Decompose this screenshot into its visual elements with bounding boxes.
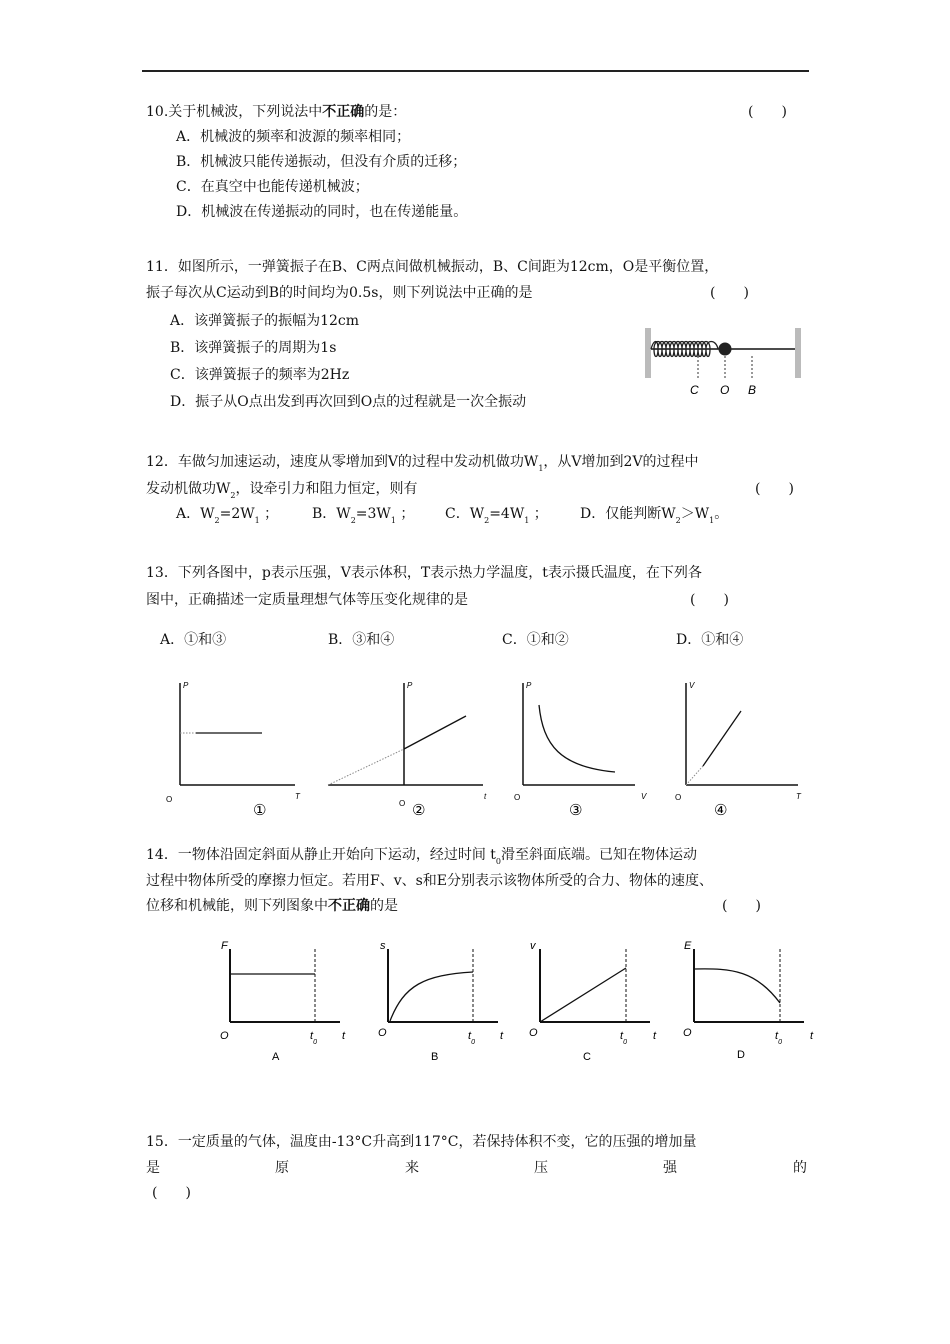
y-label: V	[689, 681, 695, 690]
q10-option-a: A．机械波的频率和波源的频率相同；	[176, 129, 411, 145]
y-label: P	[526, 681, 532, 690]
q11-stem-line1: 11．如图所示，一弹簧振子在B、C两点间做机械振动，B、C间距为12cm，O是平衡位置，	[146, 259, 719, 275]
header-rule	[142, 70, 809, 72]
label-c: C	[690, 383, 699, 397]
origin-label: O	[399, 799, 406, 808]
label-o: O	[720, 383, 730, 397]
q11-option-b: B．该弹簧振子的周期为1s	[170, 340, 337, 356]
q14-graph-c	[524, 935, 674, 1070]
q14-stem-line3: 位移和机械能，则下列图象中不正确的是	[146, 898, 398, 914]
q11-option-a: A．该弹簧振子的振幅为12cm	[170, 313, 360, 329]
y-label: P	[407, 681, 413, 690]
q11-option-d: D．振子从O点出发到再次回到O点的过程就是一次全振动	[170, 394, 527, 410]
origin-label: O	[220, 1030, 229, 1042]
q10-option-d: D．机械波在传递振动的同时，也在传递能量。	[176, 204, 468, 220]
q15-answer-paren: ( )	[152, 1185, 191, 1201]
q14-stem-line1: 14．一物体沿固定斜面从静止开始向下运动，经过时间 $t_0$滑至斜面底端。已知在物体运动	[146, 847, 697, 866]
q14-graph-a	[214, 935, 364, 1070]
spring-oscillator-figure	[640, 320, 810, 402]
t0-label: $t_0$	[620, 1030, 627, 1046]
q10-option-c: C．在真空中也能传递机械波；	[176, 179, 369, 195]
graph-caption: C	[583, 1051, 591, 1063]
q10-answer-paren: ( )	[748, 104, 787, 120]
x-label: t	[810, 1030, 814, 1042]
origin-label: O	[529, 1027, 538, 1039]
q12-option-c: C．$W_2=4W_1$ ；	[445, 506, 548, 525]
q12-option-d: D．仅能判断$W_2>W_1$。	[580, 506, 729, 525]
q15-char-3: 来	[405, 1160, 419, 1176]
q15-stem-line1: 15．一定质量的气体，温度由-13°C升高到117°C，若保持体积不变，它的压强的增加量	[146, 1134, 697, 1150]
velocity-line	[540, 968, 626, 1022]
dotted-extension	[686, 766, 703, 785]
y-label: F	[221, 940, 228, 952]
energy-curve	[694, 969, 780, 1003]
q10-option-b: B．机械波只能传递振动，但没有介质的迁移；	[176, 154, 467, 170]
graph-caption: B	[431, 1051, 439, 1063]
x-label: t	[653, 1030, 657, 1042]
q13-option-b: B．③和④	[328, 632, 395, 648]
origin-label: O	[514, 793, 521, 802]
q11-option-c: C．该弹簧振子的频率为2Hz	[170, 367, 350, 383]
isotherm-curve	[539, 705, 615, 772]
q11-stem-line2: 振子每次从C运动到B的时间均为0.5s，则下列说法中正确的是	[146, 285, 533, 301]
q13-graph-3	[505, 675, 655, 820]
t0-label: $t_0$	[310, 1030, 317, 1046]
x-label: T	[295, 792, 300, 801]
displacement-curve	[390, 972, 473, 1021]
t0-label: $t_0$	[468, 1030, 475, 1046]
q12-option-b: B．$W_2=3W_1$ ；	[312, 506, 415, 525]
y-label: v	[530, 940, 536, 952]
oscillator-ball	[719, 343, 732, 356]
q15-char-2: 原	[275, 1160, 289, 1176]
q13-answer-paren: ( )	[690, 592, 729, 608]
q13-graph-4	[668, 675, 818, 820]
q13-option-a: A．①和③	[160, 632, 227, 648]
q14-graph-d	[678, 935, 828, 1070]
q14-graph-b	[372, 935, 522, 1070]
isobar-line	[703, 711, 741, 766]
y-label: E	[684, 940, 692, 952]
y-label: s	[380, 940, 386, 952]
x-label: T	[796, 792, 801, 801]
q14-stem-line2: 过程中物体所受的摩擦力恒定。若用F、v、s和E分别表示该物体所受的合力、物体的速度、	[146, 873, 714, 889]
graph-number: ③	[569, 802, 583, 819]
q13-graph-1	[160, 675, 310, 820]
label-b: B	[748, 383, 757, 397]
graph-caption: A	[272, 1051, 280, 1063]
q14-answer-paren: ( )	[722, 898, 761, 914]
q12-stem-line2: 发动机做功$W_2$，设牵引力和阻力恒定，则有	[146, 481, 418, 500]
q15-char-5: 强	[663, 1160, 677, 1176]
graph-number: ①	[253, 802, 267, 819]
q12-stem-line1: 12．车做匀加速运动，速度从零增加到V的过程中发动机做功$W_1$，从V增加到2V的过程中	[146, 454, 699, 473]
origin-label: O	[166, 795, 173, 804]
x-label: t	[500, 1030, 504, 1042]
dotted-extension	[328, 749, 404, 785]
q13-stem-line1: 13．下列各图中，p表示压强，V表示体积，T表示热力学温度，t表示摄氏温度，在下列各	[146, 565, 702, 581]
q10-stem: 10.关于机械波，下列说法中不正确的是：	[146, 104, 407, 120]
t0-label: $t_0$	[775, 1030, 782, 1046]
x-label: V	[641, 792, 647, 801]
q13-stem-line2: 图中，正确描述一定质量理想气体等压变化规律的是	[146, 592, 468, 608]
q15-char-6: 的	[793, 1160, 807, 1176]
origin-label: O	[378, 1027, 387, 1039]
origin-label: O	[683, 1027, 692, 1039]
isobar-line	[404, 716, 466, 749]
q15-char-1: 是	[146, 1160, 160, 1176]
graph-number: ④	[714, 802, 728, 819]
right-wall	[795, 328, 801, 378]
left-wall	[645, 328, 651, 378]
q13-option-c: C．①和②	[502, 632, 569, 648]
q11-answer-paren: ( )	[710, 285, 749, 301]
y-label: P	[183, 681, 189, 690]
q12-answer-paren: ( )	[755, 481, 794, 497]
q13-option-d: D．①和④	[676, 632, 744, 648]
q15-char-4: 压	[534, 1160, 548, 1176]
graph-caption: D	[737, 1049, 745, 1061]
q12-option-a: A．$W_2=2W_1$ ；	[176, 506, 279, 525]
graph-number: ②	[412, 802, 426, 819]
x-label: t	[342, 1030, 346, 1042]
x-label: t	[484, 792, 487, 801]
q13-graph-2	[318, 675, 498, 820]
origin-label: O	[675, 793, 682, 802]
